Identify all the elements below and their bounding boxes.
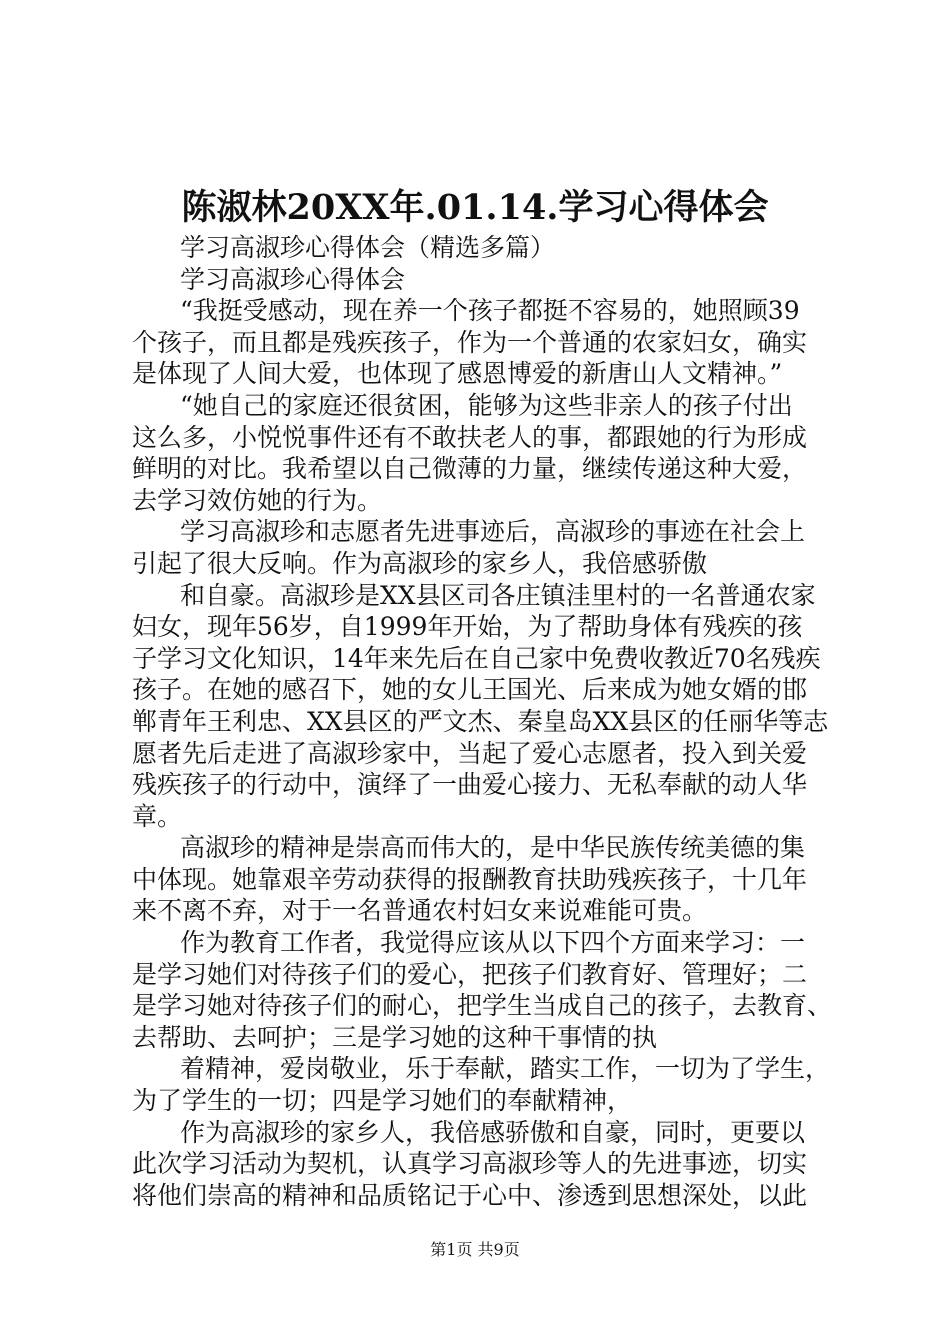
body-line: 是学习她们对待孩子们的爱心，把孩子们教育好、管理好；二	[132, 959, 808, 989]
body-line: 是学习她对待孩子们的耐心，把学生当成自己的孩子，去教育、	[132, 991, 833, 1021]
body-line: 为了学生的一切；四是学习她们的奉献精神，	[132, 1086, 633, 1116]
body-line: 章。	[132, 801, 183, 831]
body-line: 引起了很大反响。作为高淑珍的家乡人，我倍感骄傲	[132, 548, 708, 578]
body-line: “她自己的家庭还很贫困，能够为这些非亲人的孩子付出	[180, 390, 793, 420]
body-line: 愿者先后走进了高淑珍家中，当起了爱心志愿者，投入到关爱	[132, 738, 808, 768]
body-line: 残疾孩子的行动中，演绎了一曲爱心接力、无私奉献的动人华	[132, 770, 808, 800]
body-line: 去帮助、去呵护；三是学习她的这种干事情的执	[132, 1022, 658, 1052]
body-line: 子学习文化知识，14年来先后在自己家中免费收教近70名残疾	[132, 643, 821, 673]
body-line: 和自豪。高淑珍是XX县区司各庄镇洼里村的一名普通农家	[180, 580, 816, 610]
body-line: 孩子。在她的感召下，她的女儿王国光、后来成为她女婿的邯	[132, 675, 808, 705]
page-footer: 第1页 共9页	[430, 1240, 520, 1259]
body-line: 郸青年王利忠、XX县区的严文杰、秦皇岛XX县区的任丽华等志	[132, 706, 829, 736]
body-line: 去学习效仿她的行为。	[132, 485, 383, 515]
body-line: 此次学习活动为契机，认真学习高淑珍等人的先进事迹，切实	[132, 1149, 808, 1179]
body-line: 学习高淑珍心得体会	[180, 264, 406, 294]
body-line: 妇女，现年56岁，自1999年开始，为了帮助身体有残疾的孩	[132, 612, 803, 642]
body-line: 着精神，爱岗敬业，乐于奉献，踏实工作，一切为了学生，	[180, 1054, 831, 1084]
body-line: 这么多，小悦悦事件还有不敢扶老人的事，都跟她的行为形成	[132, 422, 808, 452]
body-line: 作为高淑珍的家乡人，我倍感骄傲和自豪，同时，更要以	[180, 1117, 806, 1147]
body-line: “我挺受感动，现在养一个孩子都挺不容易的，她照顾39	[180, 296, 800, 326]
body-line: 中体现。她靠艰辛劳动获得的报酬教育扶助残疾孩子，十几年	[132, 864, 808, 894]
body-line: 个孩子，而且都是残疾孩子，作为一个普通的农家妇女，确实	[132, 327, 808, 357]
document-body	[132, 232, 852, 1211]
body-line: 高淑珍的精神是崇高而伟大的，是中华民族传统美德的集	[180, 833, 806, 863]
body-line: 将他们崇高的精神和品质铭记于心中、渗透到思想深处，以此	[132, 1180, 808, 1210]
body-line: 学习高淑珍心得体会（精选多篇）	[180, 233, 556, 262]
body-line: 来不离不弃，对于一名普通农村妇女来说难能可贵。	[132, 896, 708, 926]
document-title: 陈淑林20XX年.01.14.学习心得体会	[181, 187, 769, 228]
body-line: 学习高淑珍和志愿者先进事迹后，高淑珍的事迹在社会上	[180, 517, 806, 547]
body-line: 鲜明的对比。我希望以自己微薄的力量，继续传递这种大爱，	[132, 454, 808, 484]
body-line: 作为教育工作者，我觉得应该从以下四个方面来学习：一	[180, 928, 806, 958]
body-line: 是体现了人间大爱，也体现了感恩博爱的新唐山人文精神。”	[132, 359, 783, 389]
